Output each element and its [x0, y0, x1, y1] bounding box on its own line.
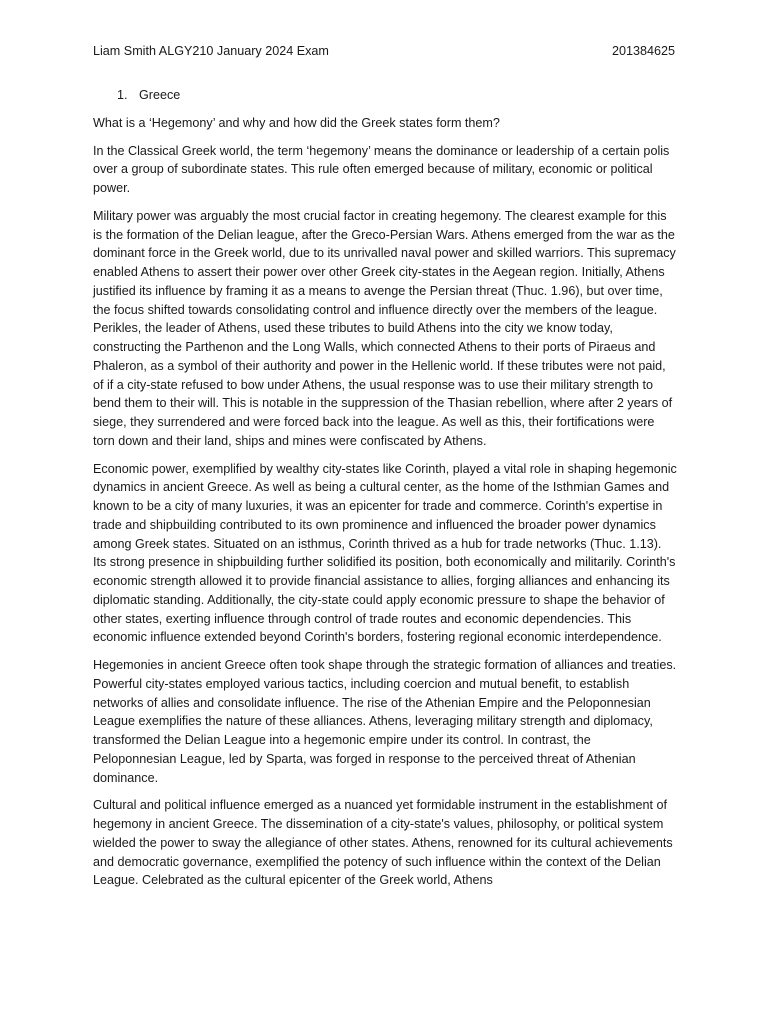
header-author-course: Liam Smith ALGY210 January 2024 Exam — [93, 44, 329, 58]
paragraph-economic-power: Economic power, exemplified by wealthy city-states like Corinth, played a vital role in shaping hegemonic dynamics in ancient Greece. As well as being a cultural center, as the home of the Isthmian Games and known to be a city of many luxuries, it was an epicenter for trade and commerce. Corinth's expertise in trade and shipbuilding contributed to its own prominence and influenced the broader power dynamics among Greek states. Situated on an isthmus, Corinth thrived as a hub for trade networks (Thuc. 1.13). Its strong presence in shipbuilding further solidified its position, both economically and militarily. Corinth's economic strength allowed it to provide financial assistance to allies, forging alliances and enhancing its diplomatic standing. Additionally, the city-state could apply economic pressure to shape the behavior of other states, exerting influence through control of trade routes and economic dependencies. This economic influence extended beyond Corinth's borders, fostering regional economic interdependence. — [93, 461, 677, 645]
essay-question: What is a ‘Hegemony’ and why and how did the Greek states form them? — [93, 115, 500, 130]
paragraph-alliances: Hegemonies in ancient Greece often took shape through the strategic formation of alliances and treaties. Powerful city-states employed various tactics, including coercion and mutual benefit, to establish networks of allies and consolidate influence. The rise of the Athenian Empire and the Peloponnesian League exemplifies the nature of these alliances. Athens, leveraging military strength and diplomacy, transformed the Delian League into a hegemonic empire under its control. In contrast, the Peloponnesian League, led by Sparta, was forged in response to the perceived threat of Athenian dominance. — [93, 658, 677, 785]
paragraph-definition: In the Classical Greek world, the term ‘hegemony’ means the dominance or leadership of a certain polis over a group of subordinate states. This rule often emerged because of military, economic or political power. — [93, 143, 670, 195]
paragraph-military-power: Military power was arguably the most crucial factor in creating hegemony. The clearest example for this is the formation of the Delian league, after the Greco-Persian Wars. Athens emerged from the war as the dominant force in the Greek world, due to its unrivalled naval power and skilled warriors. This supremacy enabled Athens to assert their power over other Greek city-states in the Aegean region. Initially, Athens justified its influence by framing it as a means to avenge the Persian threat (Thuc. 1.96), but over time, the focus shifted towards consolidating control and influence directly over the members of the league. Perikles, the leader of Athens, used these tributes to build Athens into the city we know today, constructing the Parthenon and the Long Walls, which connected Athens to their ports of Piraeus and Phaleron, as a symbol of their authority and power in the Hellenic world. If these tributes were not paid, of if a city-state refused to bow under Athens, the usual response was to use their military strength to bend them to their will. This is notable in the suppression of the Thasian rebellion, where after 2 years of siege, they surrendered and were forced back into the league. As well as this, their fortifications were torn down and their land, ships and mines were confiscated by Athens. — [93, 208, 676, 448]
section-title: Greece — [139, 88, 181, 102]
document-body — [93, 86, 677, 899]
header-student-id: 201384625 — [611, 44, 675, 58]
section-number: 1. — [117, 88, 128, 102]
section-heading — [93, 86, 677, 105]
page-header — [93, 42, 675, 60]
paragraph-cultural-influence: Cultural and political influence emerged as a nuanced yet formidable instrument in the establishment of hegemony in ancient Greece. The dissemination of a city-state's values, philosophy, or political system wielded the power to sway the allegiance of other states. Athens, renowned for its cultural achievements and democratic governance, exemplified the potency of such influence within the context of the Delian League. Celebrated as the cultural epicenter of the Greek world, Athens — [93, 798, 673, 888]
